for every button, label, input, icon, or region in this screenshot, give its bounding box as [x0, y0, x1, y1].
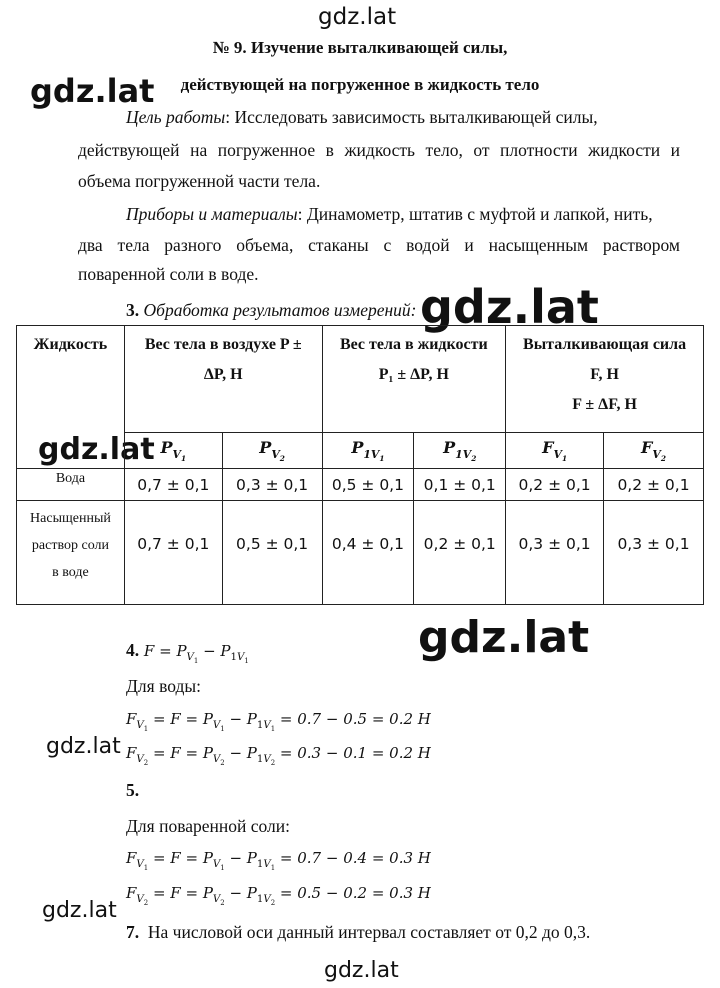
- cell: 0,3 ± 0,1: [604, 501, 704, 605]
- section-7-number: 7.: [126, 922, 140, 942]
- row-liquid-salt: Насыщенный раствор соли в воде: [17, 501, 125, 605]
- subheader-pv2: $P_{V_2}$: [222, 433, 322, 469]
- goal-line-3: объема погруженной части тела.: [78, 171, 321, 191]
- materials-line-1: [126, 204, 653, 225]
- watermark-left-1: gdz.lat: [30, 72, 155, 110]
- section-4-formula: 4. $F = P_{V_1} - P_{1V_1}$: [126, 640, 249, 666]
- cell: 0,2 ± 0,1: [604, 469, 704, 501]
- salt-label: Для поваренной соли:: [126, 816, 290, 836]
- title-line-1: № 9. Изучение выталкивающей силы,: [212, 38, 508, 57]
- salt-equation-2: $F_{V_2} = F = P_{V_2} - P_{1V_2} = 0.5 - 0.2 = 0.3$ H: [126, 884, 431, 908]
- subheader-empty: [17, 433, 125, 469]
- section-7-text: На числовой оси данный интервал составляет от 0,2 до 0,3.: [147, 922, 591, 942]
- watermark-left-3: gdz.lat: [46, 734, 121, 759]
- section-3-number: 3.: [126, 300, 140, 320]
- watermark-big-1: gdz.lat: [420, 280, 599, 334]
- water-label: Для воды:: [126, 676, 202, 696]
- materials-text-1: : Динамометр, штатив с муфтой и лапкой, нить,: [297, 204, 653, 224]
- header-buoyant-force: Выталкивающая сила F, H F ± ΔF, H: [506, 326, 704, 433]
- cell: 0,3 ± 0,1: [506, 501, 604, 605]
- goal-line-2: действующей на погруженное в жидкость тело, от плотности жидкости и: [78, 140, 680, 160]
- watermark-top: gdz.lat: [318, 4, 397, 30]
- subheader-fv1: $F_{V_1}$: [506, 433, 604, 469]
- cell: 0,1 ± 0,1: [414, 469, 506, 501]
- cell: 0,4 ± 0,1: [322, 501, 414, 605]
- table-subheader-row: [17, 433, 704, 469]
- watermark-left-2: gdz.lat: [38, 432, 155, 467]
- subheader-pv1: $P_{V_1}$: [124, 433, 222, 469]
- section-5-number: 5.: [126, 780, 140, 800]
- table-row: [17, 501, 704, 605]
- materials-label: Приборы и материалы: [126, 204, 298, 224]
- section-3-heading: [126, 300, 417, 321]
- materials-line-3: поваренной соли в воде.: [78, 264, 259, 284]
- cell: 0,3 ± 0,1: [222, 469, 322, 501]
- results-table: [16, 325, 704, 605]
- section-3-title: Обработка результатов измерений:: [143, 300, 417, 320]
- goal-text-1: : Исследовать зависимость выталкивающей силы,: [225, 107, 598, 127]
- cell: 0,7 ± 0,1: [124, 501, 222, 605]
- watermark-left-4: gdz.lat: [42, 898, 117, 923]
- row-liquid-water: Вода: [17, 469, 125, 501]
- cell: 0,2 ± 0,1: [506, 469, 604, 501]
- cell: 0,5 ± 0,1: [322, 469, 414, 501]
- goal-line-1: [126, 107, 598, 128]
- header-liquid: Жидкость: [17, 326, 125, 433]
- water-equation-2: $F_{V_2} = F = P_{V_2} - P_{1V_2} = 0.3 - 0.1 = 0.2$ H: [126, 744, 431, 768]
- salt-equation-1: $F_{V_1} = F = P_{V_1} - P_{1V_1} = 0.7 - 0.4 = 0.3$ H: [126, 849, 431, 873]
- table-header-row: [17, 326, 704, 433]
- cell: 0,2 ± 0,1: [414, 501, 506, 605]
- materials-line-2: два тела разного объема, стаканы с водой и насыщенным раствором: [78, 235, 680, 255]
- title-line-2: действующей на погруженное в жидкость тело: [180, 75, 540, 94]
- table-row: [17, 469, 704, 501]
- cell: 0,5 ± 0,1: [222, 501, 322, 605]
- header-weight-liquid: Вес тела в жидкости P₁ ± ΔP, H: [322, 326, 506, 433]
- goal-label: Цель работы: [126, 107, 226, 127]
- subheader-p1v2: $P_{1V_2}$: [414, 433, 506, 469]
- watermark-bottom: gdz.lat: [324, 958, 399, 983]
- section-7: [126, 922, 590, 943]
- header-weight-air: Вес тела в воздухе P ± ΔP, H: [124, 326, 322, 433]
- subheader-p1v1: $P_{1V_1}$: [322, 433, 414, 469]
- subheader-fv2: $F_{V_2}$: [604, 433, 704, 469]
- water-equation-1: $F_{V_1} = F = P_{V_1} - P_{1V_1} = 0.7 - 0.5 = 0.2$ H: [126, 710, 431, 734]
- watermark-big-2: gdz.lat: [418, 612, 590, 663]
- cell: 0,7 ± 0,1: [124, 469, 222, 501]
